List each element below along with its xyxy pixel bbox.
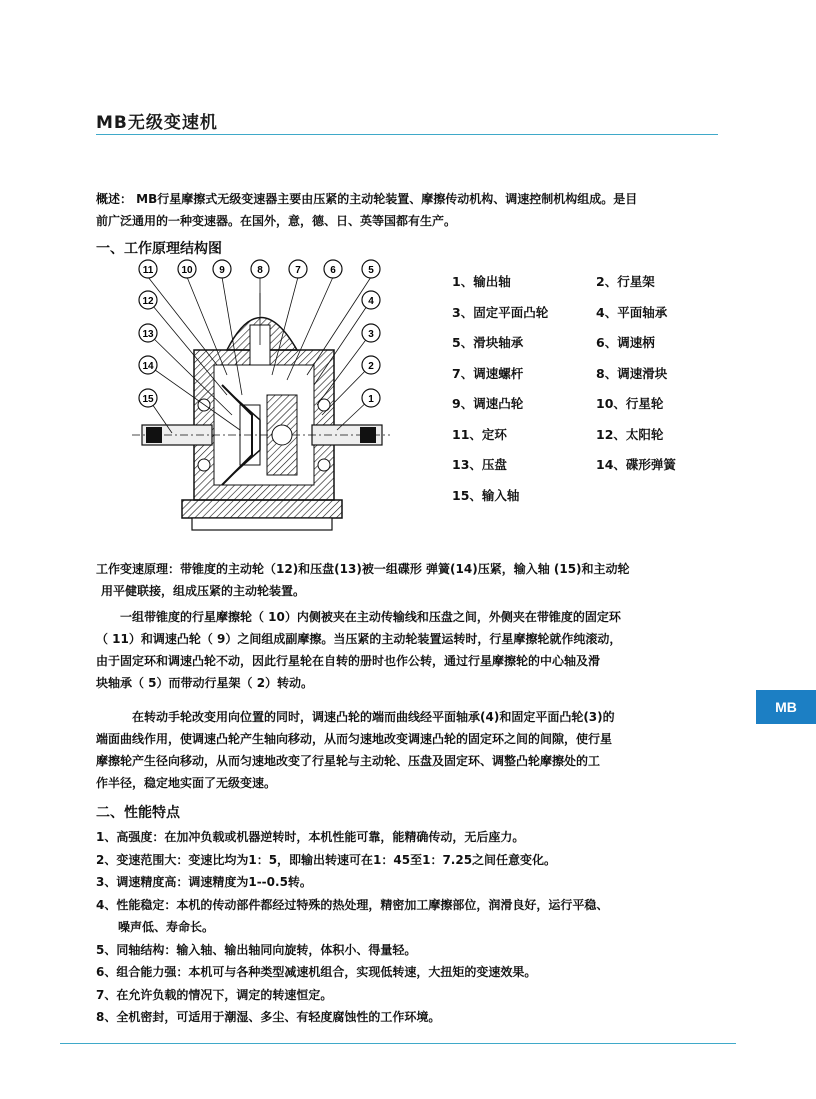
feature-text: 7、在允许负载的情况下，调定的转速恒定。 xyxy=(96,987,333,1002)
feature-text: 5、同轴结构：输入轴、输出轴同向旋转，体积小、得量轻。 xyxy=(96,942,417,957)
principle-p1-line-1: 工作变速原理：带锥度的主动轮（12)和压盘(13)被一组碟形 弹簧(14)压紧，输入轴 (15)和主动轮 xyxy=(96,562,630,576)
title-divider xyxy=(96,134,718,135)
feature-item xyxy=(96,826,746,849)
section-tab-mb[interactable]: MB xyxy=(756,690,816,724)
callout-label: 11 xyxy=(142,265,154,276)
legend-item: 10、行星轮 xyxy=(596,396,664,411)
page-title: MB无级变速机 xyxy=(96,113,218,133)
callout-label: 14 xyxy=(142,361,154,372)
legend-item: 3、固定平面凸轮 xyxy=(452,304,549,320)
feature-item xyxy=(96,984,746,1007)
footer-divider xyxy=(60,1043,736,1044)
principle-p2-line-2: （ 11）和调速凸轮（ 9）之间组成副摩擦。当压紧的主动轮装置运转时，行星摩擦轮就作纯滚动， xyxy=(96,632,622,646)
feature-text: 2、变速范围大：变速比均为1：5，即输出转速可在1：45至1：7.25之间任意变化。 xyxy=(96,852,557,867)
feature-item xyxy=(96,961,746,984)
principle-paragraph-3 xyxy=(96,706,736,794)
feature-text: 4、性能稳定：本机的传动部件都经过特殊的热处理，精密加工摩擦部位，润滑良好，运行平稳、 xyxy=(96,897,609,912)
legend-item: 9、调速凸轮 xyxy=(452,396,524,411)
principle-p3-line-1: 在转动手轮改变用向位置的同时，调速凸轮的端而曲线经平面轴承(4)和固定平面凸轮(3)的 xyxy=(132,710,615,724)
callout-label: 3 xyxy=(368,329,374,340)
principle-p1-line-2: 用平健联接，组成压紧的主动轮装置。 xyxy=(101,584,306,598)
housing xyxy=(182,293,342,530)
structure-diagram xyxy=(132,255,390,545)
callout-label: 9 xyxy=(219,265,225,276)
section-heading-features: 二、性能特点 xyxy=(96,805,180,821)
feature-item xyxy=(96,939,746,962)
principle-p2-line-1: 一组带锥度的行星摩擦轮（ 10）内侧被夹在主动传输线和压盘之间，外侧夹在带锥度的固定环 xyxy=(120,610,621,624)
legend-item: 15、输入轴 xyxy=(452,487,520,503)
callout-label: 15 xyxy=(142,394,154,405)
legend-item: 2、行星架 xyxy=(596,274,655,289)
callout-label: 4 xyxy=(368,296,374,307)
callout-label: 13 xyxy=(142,329,154,340)
callout-label: 5 xyxy=(368,265,374,276)
callout-label: 12 xyxy=(142,296,154,307)
feature-item xyxy=(96,849,746,872)
overview-line-2: 前广泛通用的一种变速器。在国外，意，德、日、英等国都有生产。 xyxy=(96,214,457,228)
legend-item: 1、输出轴 xyxy=(452,274,511,289)
principle-p2-line-4: 块轴承（ 5）而带动行星架（ 2）转动。 xyxy=(96,676,314,690)
callout-label: 2 xyxy=(368,361,374,372)
legend-item: 8、调速滑块 xyxy=(596,365,668,381)
legend-item: 4、平面轴承 xyxy=(596,304,668,320)
callout-label: 6 xyxy=(330,265,336,276)
callout-label: 1 xyxy=(368,394,374,405)
legend-item: 7、调速螺杆 xyxy=(452,365,524,381)
feature-text-continued: 噪声低、寿命长。 xyxy=(118,920,215,934)
callout-label: 7 xyxy=(295,265,301,276)
principle-paragraph-2 xyxy=(96,606,736,694)
overview-paragraph xyxy=(96,188,736,232)
legend-item: 13、压盘 xyxy=(452,457,507,472)
callout-label: 8 xyxy=(257,265,263,276)
principle-p3-line-3: 摩擦轮产生径向移动，从而匀速地改变了行星轮与主动轮、压盘及固定环、调整凸轮摩擦处的工 xyxy=(96,754,601,768)
feature-text: 8、全机密封，可适用于潮湿、多尘、有轻度腐蚀性的工作环境。 xyxy=(96,1010,441,1024)
section-heading-structure: 一、工作原理结构图 xyxy=(96,241,222,257)
feature-text: 6、组合能力强：本机可与各种类型减速机组合，实现低转速，大扭矩的变速效果。 xyxy=(96,965,537,979)
legend-item: 12、太阳轮 xyxy=(596,426,664,442)
feature-text: 1、高强度：在加冲负载或机器逆转时，本机性能可靠，能精确传动，无后座力。 xyxy=(96,830,525,844)
callout-label: 10 xyxy=(181,265,193,276)
feature-item xyxy=(96,871,746,894)
features-list xyxy=(96,826,746,1029)
feature-text: 3、调速精度高：调速精度为1--0.5转。 xyxy=(96,875,312,889)
feature-item xyxy=(96,1006,746,1029)
legend-item: 14、碟形弹簧 xyxy=(596,457,676,472)
principle-p2-line-3: 由于固定环和调速凸轮不动，因此行星轮在自转的册时也作公转，通过行星摩擦轮的中心轴及滑 xyxy=(96,654,601,668)
principle-p3-line-4: 作半径，稳定地实面了无级变速。 xyxy=(96,776,277,790)
legend-item: 6、调速柄 xyxy=(596,335,655,350)
principle-paragraph-1 xyxy=(96,558,736,602)
principle-p3-line-2: 端面曲线作用，使调速凸轮产生轴向移动，从而匀速地改变调速凸轮的固定环之间的间隙，使行星 xyxy=(96,732,613,746)
legend-item: 11、定环 xyxy=(452,426,507,442)
overview-line-1: 概述： MB行星摩擦式无级变速器主要由压紧的主动轮装置、摩擦传动机构、调速控制机构组成。是目 xyxy=(96,192,638,206)
legend-item: 5、滑块轴承 xyxy=(452,335,524,350)
feature-item xyxy=(96,894,746,939)
